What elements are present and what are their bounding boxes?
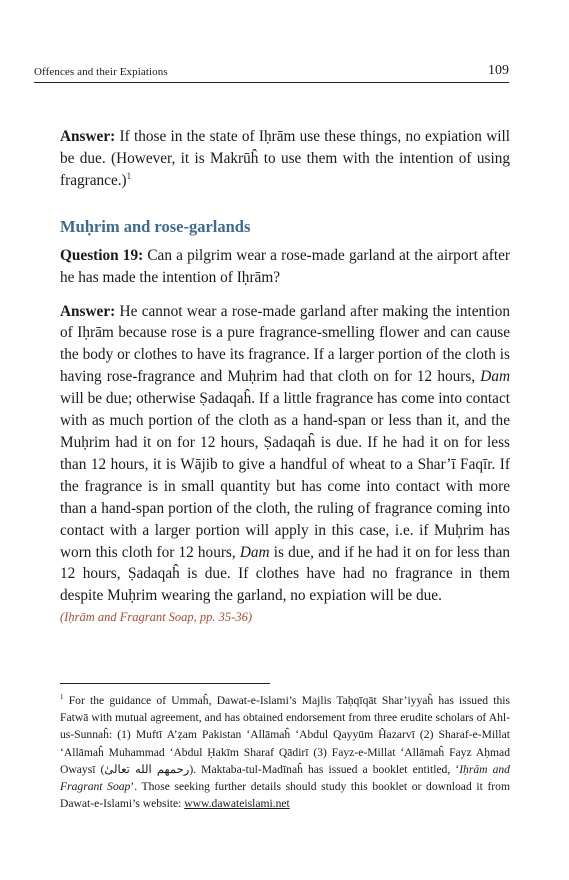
footnote-text-part-1: For the guidance of Ummaĥ, Dawat-e-Islami’s Majlis Taḥqīqāt Shar’iyyaĥ has issued this Fatwā with mutual agreement, and has obtained endorsement from three erudite scholars of Ahl-us-Sunnaĥ: (1) Muftī A’ẓam Pakistan ‘Allāmaĥ ‘Abdul Qayyūm Ĥazarvī (2) Sharaf-e-Millat ‘Allāmaĥ Muhammad ‘Abdul Ḥakīm Sharaf Qādirī (3) Fayz-e-Millat ‘Allāmaĥ Fayz Aḥmad Owaysī ( — [60, 694, 510, 776]
footnote-text-part-3: ’. Those seeking further details should study this booklet or download it from Dawat-e-Islami’s website: — [60, 780, 510, 811]
answer-text-part-2: will be due; otherwise Ṣadaqaĥ. If a little fragrance has come into contact with as much portion of the cloth as a hand-span or less than it, and the Muḥrim had it on for 12 hours, Ṣadaqaĥ is due. If he had it on for less than 12 hours, it is Wājib to give a handful of wheat to a Shar’ī Faqīr. If the fragrance is in small quantity but has come into contact with more than a hand-span portion of the cloth, the ruling of fragrance coming into contact with a larger portion will apply in this case, i.e. if Muḥrim has worn this cloth for 12 hours, — [60, 390, 510, 561]
footnote — [60, 692, 510, 812]
question-paragraph — [60, 245, 510, 289]
main-content — [60, 126, 510, 626]
answer-text: If those in the state of Iḥrām use these things, no expiation will be due. (However, it is Makrūĥ to use them with the intention of using fragrance.) — [60, 128, 510, 189]
footnote-divider — [60, 683, 270, 684]
footnote-reference[interactable]: 1 — [126, 170, 132, 181]
source-reference: (Iḥrām and Fragrant Soap, pp. 35-36) — [60, 610, 253, 625]
page-header — [34, 62, 509, 83]
answer-label: Answer: — [60, 302, 116, 320]
question-label: Question 19: — [60, 246, 144, 264]
footnote-marker: 1 — [60, 693, 64, 701]
answer-paragraph-2 — [60, 301, 510, 608]
question-text: Can a pilgrim wear a rose-made garland at the airport after he has made the intention of Iḥrām? — [60, 246, 510, 286]
answer-paragraph-1 — [60, 126, 510, 192]
running-title: Offences and their Expiations — [34, 66, 168, 78]
website-link[interactable]: www.dawateislami.net — [184, 797, 290, 811]
arabic-honorific: رحمهم الله تعالىٰ — [104, 762, 190, 776]
answer-text-part-3: is due, and if he had it on for less than 12 hours, Ṣadaqaĥ is due. If clothes have had no fragrance in them despite Muḥrim wearing the garland, no expiation will be due. — [60, 543, 511, 605]
page-number: 109 — [488, 63, 509, 78]
answer-text-part-1: He cannot wear a rose-made garland after making the intention of Iḥrām because rose is a pure fragrance-smelling flower and can cause the body or clothes to have its fragrance. If a larger portion of the cloth is having rose-fragrance and Muḥrim had that cloth on for 12 hours, — [60, 302, 510, 386]
answer-label: Answer: — [60, 128, 116, 145]
section-heading: Muḥrim and rose-garlands — [60, 216, 251, 236]
booklet-title: Iḥrām and Fragrant Soap — [60, 762, 510, 794]
dam-term: Dam — [239, 543, 270, 561]
dam-term: Dam — [480, 368, 511, 386]
footnote-text-part-2: ). Maktaba-tul-Madīnaĥ has issued a booklet entitled, ‘ — [189, 762, 460, 776]
